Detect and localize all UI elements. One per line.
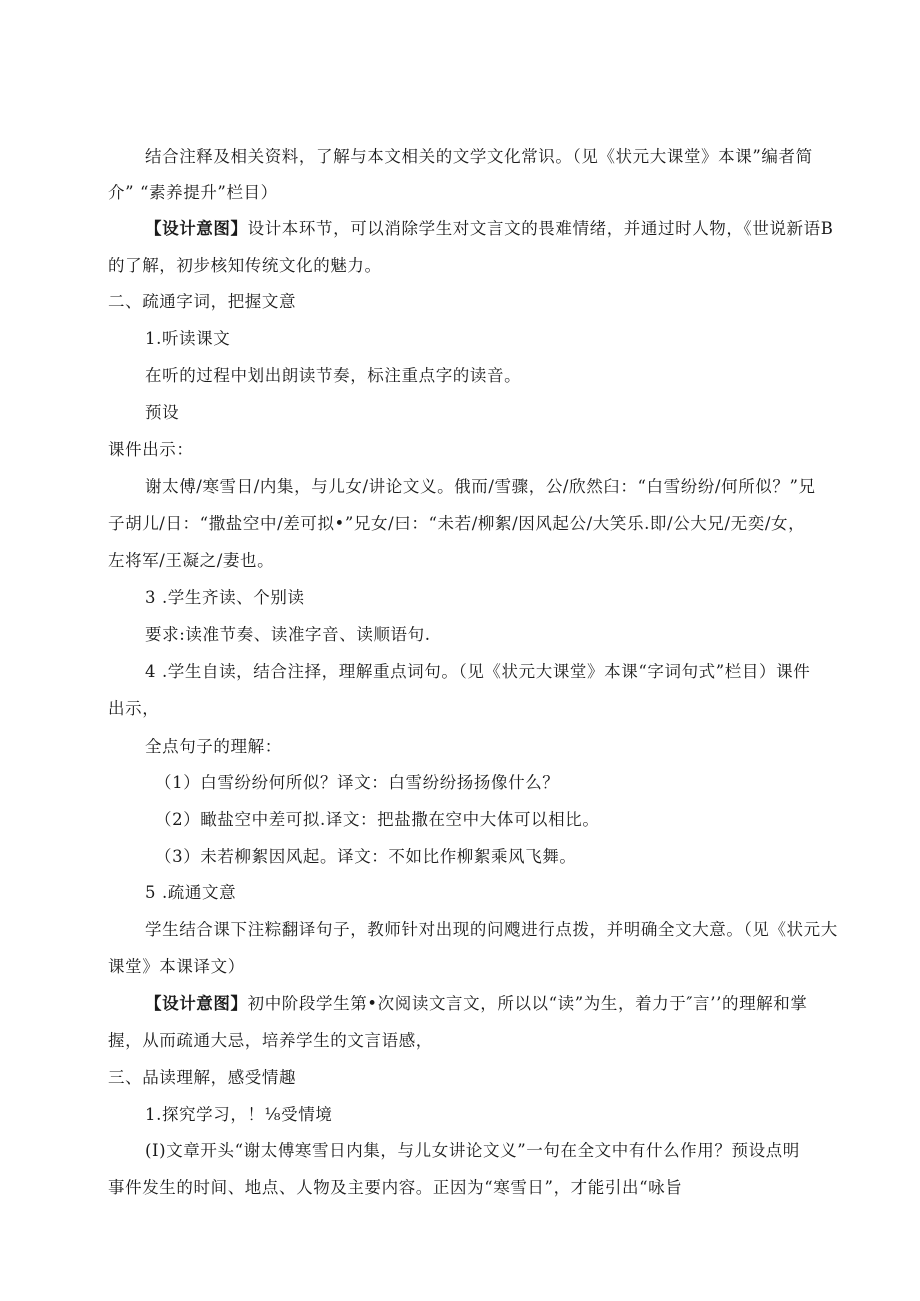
subsection-heading: 1.听读课文 bbox=[145, 329, 231, 348]
paragraph-line: 课堂》本课译文） bbox=[108, 957, 245, 976]
paragraph-line: 课件出示： bbox=[108, 440, 194, 459]
paragraph-line: 出示， bbox=[108, 699, 160, 718]
subsection-heading: 4 .学生自读，结合注择，理解重点词句。（见《状元大课堂》本课“字词句式”栏目）课件 bbox=[145, 662, 811, 681]
paragraph-line: 介” “素养提升”栏目） bbox=[108, 183, 278, 202]
paragraph-text: 初中阶段学生第•次阅读文言文，所以以“读”为生，着力于″言’’的理解和掌 bbox=[247, 994, 808, 1013]
classical-text-line: 左将军/王凝之/妻也。 bbox=[108, 551, 275, 570]
section-heading: 二、疏通字词，把握文意 bbox=[108, 292, 297, 311]
paragraph-line: 事件发生的时间、地点、人物及主要内容。正因为“寒雪日”，才能引出“咏旨 bbox=[108, 1178, 683, 1197]
classical-text-line: 子胡儿/日：“撒盐空中/差可拟•”兄女/曰：“未若/柳絮/因风起公/大笑乐.即/公大兄/无奕/女， bbox=[108, 514, 806, 533]
classical-text-line: 谢太傅/寒雪日/内集，与儿女/讲论文义。俄而/雪骤，公/欣然臼：“白雪纷纷/何所似？”兄 bbox=[145, 477, 816, 496]
subsection-heading: 1.探究学习，！⅛受情境 bbox=[145, 1105, 333, 1124]
paragraph-line: 预设 bbox=[145, 403, 180, 422]
paragraph-line: 握，从而疏通大忌，培养学生的文言语感， bbox=[108, 1031, 433, 1050]
paragraph-line: 要求:读准节奏、读准字音、读顺语句. bbox=[145, 625, 431, 644]
list-item: （2）瞰盐空中差可拟.译文：把盐撒在空中大体可以相比。 bbox=[155, 810, 600, 829]
design-intent-tag: 【设计意图】 bbox=[145, 219, 248, 238]
list-item: （1）白雪纷纷何所似？译文：白雪纷纷扬扬像什么？ bbox=[155, 773, 560, 792]
paragraph-line: 在听的过程中划出朗读节奏，标注重点字的读音。 bbox=[145, 366, 522, 385]
paragraph-line: 学生结合课下注粽翻译句子，教师针对出现的问飕进行点拨，并明确全文大意。（见《状元大 bbox=[145, 920, 838, 939]
design-intent-tag: 【设计意图】 bbox=[145, 994, 248, 1013]
paragraph-line: 结合注释及相关资料，了解与本文相关的文学文化常识。（见《状元大课堂》本课”编者简 bbox=[145, 147, 813, 166]
subsection-heading: 3 .学生齐读、个别读 bbox=[145, 588, 305, 607]
subsection-heading: 5 .疏通文意 bbox=[145, 883, 237, 902]
paragraph-line: (I)文章开头“谢太傅寒雪日内集，与儿女讲论文义”一句在全文中有什么作用？预设点明 bbox=[145, 1141, 800, 1160]
list-item: （3）未若柳絮因风起。译文：不如比作柳絮乘风飞舞。 bbox=[155, 847, 577, 866]
paragraph-text: 设计本环节，可以消除学生对文言文的畏难情绪，并通过时人物，《世说新语B bbox=[247, 219, 834, 238]
design-intent-line bbox=[145, 994, 807, 1014]
design-intent-line bbox=[145, 219, 833, 239]
paragraph-line: 全点句子的理解： bbox=[145, 737, 282, 756]
section-heading: 三、品读理解，感受情趣 bbox=[108, 1068, 297, 1087]
paragraph-line: 的了解，初步核知传统文化的魅力。 bbox=[108, 256, 382, 275]
